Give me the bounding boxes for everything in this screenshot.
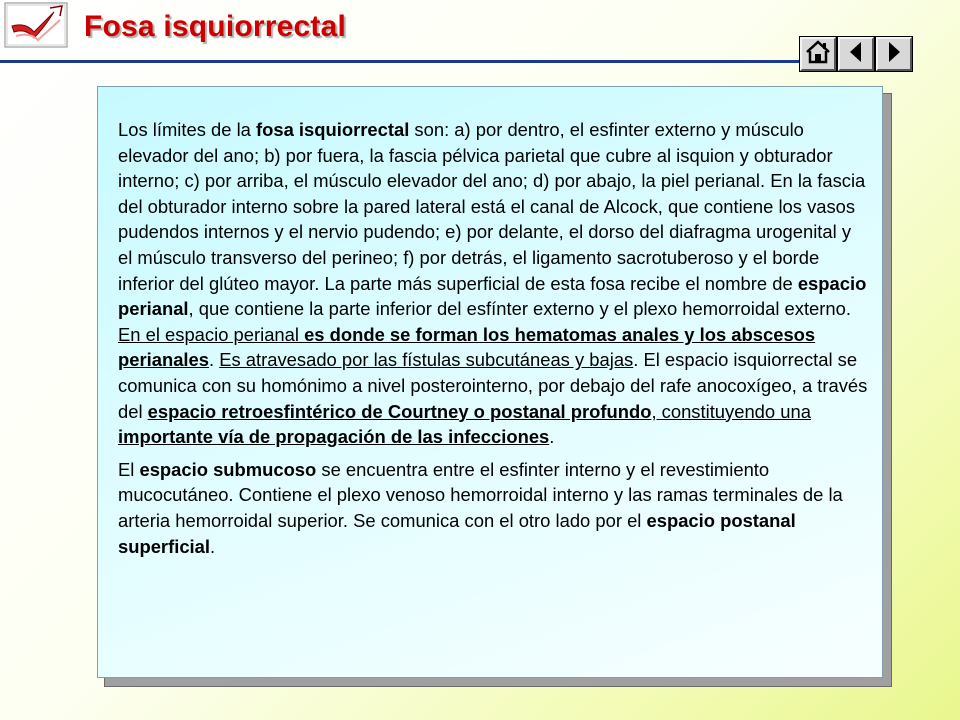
- home-button[interactable]: [800, 37, 836, 71]
- term-hematomas-abscesos: es donde se forman los hematomas anales y los abscesos perianales: [118, 323, 816, 371]
- home-icon: [805, 40, 831, 69]
- underlined-text: En el espacio perianal: [118, 323, 305, 345]
- underlined-text-fistulas: Es atravesado por las fístulas subcutáneas y bajas: [219, 349, 634, 371]
- text-segment: se encuentra entre el esfinter interno y el revestimiento mucocutáneo. Contiene el plexo venoso hemorroidal interno y las ramas terminales de la arteria hemorroidal superior. Se comunica con el otro lado por el: [118, 458, 843, 531]
- title-divider: [0, 60, 810, 63]
- paragraph-submucoso: [118, 457, 868, 559]
- logo-icon: [4, 2, 70, 50]
- arrow-right-icon: [884, 40, 904, 69]
- underlined-text: , constituyendo una: [651, 400, 811, 422]
- text-segment: .: [208, 349, 220, 371]
- text-segment: .: [210, 535, 216, 557]
- page-title: Fosa isquiorrectal: [84, 10, 347, 43]
- text-segment: Los límites de la: [118, 119, 256, 140]
- next-button[interactable]: [876, 37, 912, 71]
- term-espacio-submucoso: espacio submucoso: [139, 458, 317, 480]
- text-segment: . El espacio isquiorrectal se comunica con su homónimo a nivel posterointerno, por debajo del rafe anocoxígeo, a través del: [118, 349, 868, 422]
- content-panel: [97, 86, 883, 678]
- term-espacio-perianal: espacio perianal: [118, 272, 867, 320]
- text-segment: .: [549, 426, 555, 448]
- navigation-bar: [800, 37, 914, 73]
- previous-button[interactable]: [838, 37, 874, 71]
- text-segment: El: [118, 458, 140, 480]
- paragraph-isquiorrectal: [118, 117, 868, 450]
- term-via-propagacion: importante vía de propagación de las infecciones: [118, 426, 550, 448]
- term-espacio-postanal-superficial: espacio postanal superficial: [118, 509, 796, 557]
- term-espacio-retroesfinterico: espacio retroesfintérico de Courtney o postanal profundo: [147, 400, 652, 422]
- arrow-left-icon: [846, 40, 866, 69]
- text-segment: , que contiene la parte inferior del esfínter externo y el plexo hemorroidal externo.: [188, 298, 851, 320]
- text-segment: son: a) por dentro, el esfinter externo y músculo elevador del ano; b) por fuera, la fascia pélvica parietal que cubre al isquion y obturador interno; c) por arriba, el músculo elevador del ano; d) por abajo, la piel perianal. En la fascia del obturador interno sobre la pared lateral está el canal de Alcock, que contiene los vasos pudendos internos y el nervio pudendo; e) por delante, el dorso del diafragma urogenital y el músculo transverso del perineo; f) por detrás, el ligamento sacrotuberoso y el borde inferior del glúteo mayor. La parte más superficial de esta fosa recibe el nombre de: [118, 119, 866, 294]
- term-fosa-isquiorrectal: fosa isquiorrectal: [256, 119, 410, 140]
